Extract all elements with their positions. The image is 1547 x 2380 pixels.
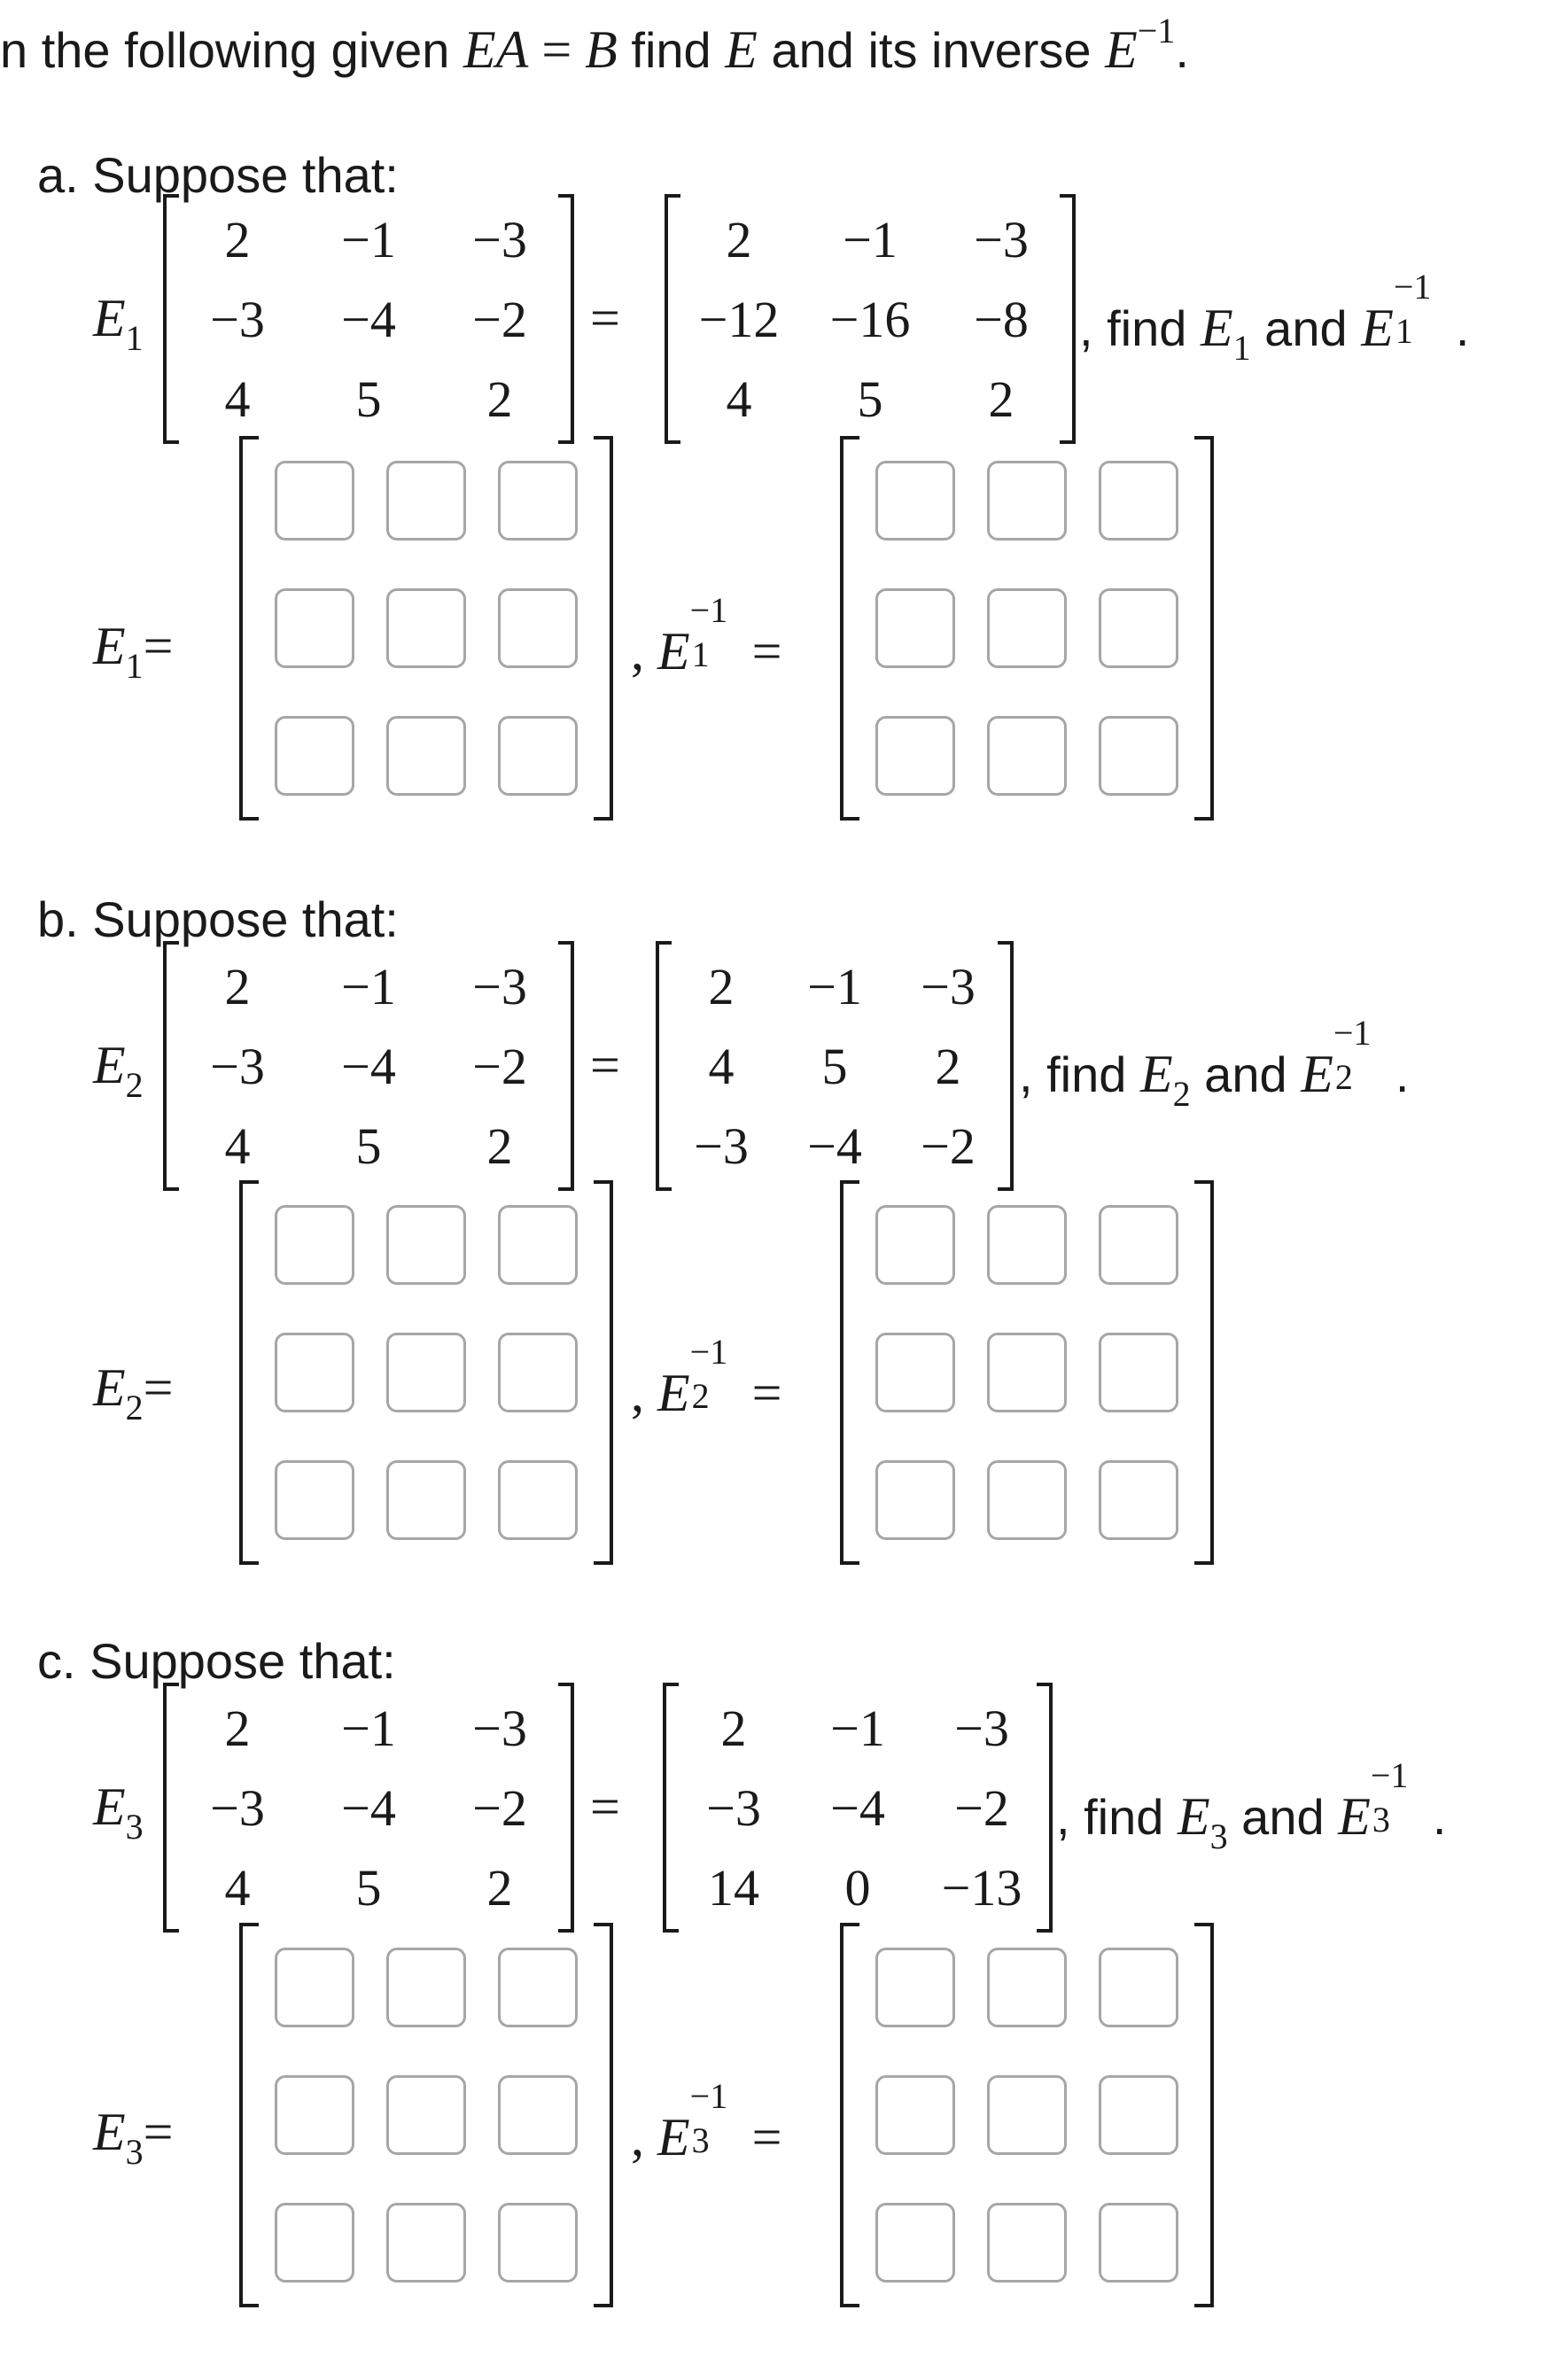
matrix-entry-input[interactable]	[275, 1205, 354, 1285]
bracket-left	[239, 436, 259, 821]
matrix-entry-input[interactable]	[386, 1460, 466, 1540]
section-c-answer-E-label: $E_3=$	[93, 2103, 174, 2172]
bracket-left	[239, 1923, 259, 2307]
matrix-entry-input[interactable]	[987, 461, 1067, 541]
matrix-entry-input[interactable]	[386, 1948, 466, 2027]
matrix-entry-input[interactable]	[1099, 1333, 1178, 1412]
bracket-left	[665, 194, 680, 444]
matrix-entry-input[interactable]	[1099, 2075, 1178, 2155]
matrix-cell: 2	[726, 210, 752, 268]
matrix-cell: 2	[720, 1699, 747, 1757]
bracket-left	[663, 1683, 679, 1933]
intro-superscript: −1	[1137, 11, 1176, 51]
matrix-cell: −3	[694, 1116, 749, 1175]
matrix-entry-input[interactable]	[1099, 588, 1178, 668]
bracket-right	[558, 1683, 574, 1933]
matrix-entry-input[interactable]	[498, 1333, 578, 1412]
matrix-entry-input[interactable]	[275, 2075, 354, 2155]
bracket-left	[656, 941, 672, 1191]
matrix-entry-input[interactable]	[875, 1205, 955, 1285]
matrix-entry-input[interactable]	[987, 716, 1067, 796]
matrix-cell: −3	[706, 1778, 761, 1837]
matrix-entry-input[interactable]	[987, 1948, 1067, 2027]
matrix-cell: 5	[355, 369, 382, 428]
matrix-entry-input[interactable]	[987, 1333, 1067, 1412]
matrix-entry-input[interactable]	[1099, 1460, 1178, 1540]
section-c-equals: =	[590, 1777, 620, 1836]
matrix-cell: −1	[341, 1699, 396, 1757]
matrix-cell: −1	[341, 957, 396, 1015]
section-b-heading: b. Suppose that:	[37, 891, 399, 947]
matrix-entry-input[interactable]	[875, 1333, 955, 1412]
matrix-entry-input[interactable]	[875, 716, 955, 796]
intro-period: .	[1175, 22, 1189, 78]
matrix-cell: −2	[472, 1778, 527, 1837]
section-a-equals: =	[590, 289, 620, 347]
matrix-cell: 4	[224, 1116, 251, 1175]
bracket-left	[239, 1180, 259, 1565]
matrix-entry-input[interactable]	[987, 588, 1067, 668]
bracket-left	[163, 1683, 179, 1933]
section-b-E-label: $E_2$	[93, 1036, 144, 1105]
matrix-entry-input[interactable]	[875, 2203, 955, 2283]
matrix-cell: −2	[472, 1037, 527, 1095]
bracket-left	[163, 194, 179, 444]
matrix-entry-input[interactable]	[275, 1948, 354, 2027]
matrix-cell: −2	[921, 1116, 976, 1175]
matrix-entry-input[interactable]	[386, 588, 466, 668]
bracket-right	[1037, 1683, 1053, 1933]
matrix-entry-input[interactable]	[1099, 716, 1178, 796]
matrix-entry-input[interactable]	[1099, 1205, 1178, 1285]
section-b-answer-inverse-label: , E −1 2 =	[631, 1332, 782, 1422]
section-b-answer-E-label: $E_2=$	[93, 1358, 174, 1427]
bracket-left	[163, 941, 179, 1191]
problem-statement	[0, 11, 1189, 81]
matrix-entry-input[interactable]	[498, 588, 578, 668]
bracket-right	[1194, 1180, 1214, 1565]
matrix-cell: −4	[341, 1778, 396, 1837]
bracket-right	[558, 941, 574, 1191]
section-a-find-text: , find $E_1$ and E −1 1 .	[1079, 267, 1470, 368]
matrix-cell: 2	[224, 1699, 251, 1757]
intro-E: E	[725, 20, 758, 79]
section-b-find-text: , find $E_2$ and E −1 2 .	[1019, 1013, 1410, 1114]
section-a-matrix-B	[673, 199, 1067, 439]
matrix-entry-input[interactable]	[275, 716, 354, 796]
matrix-entry-input[interactable]	[498, 2075, 578, 2155]
matrix-entry-input[interactable]	[275, 588, 354, 668]
matrix-entry-input[interactable]	[1099, 2203, 1178, 2283]
matrix-cell: −3	[954, 1699, 1009, 1757]
intro-text-inverse: and its inverse	[757, 22, 1106, 78]
section-a-E-label: $E_1$	[93, 289, 144, 358]
matrix-entry-input[interactable]	[498, 1948, 578, 2027]
matrix-entry-input[interactable]	[386, 2203, 466, 2283]
bracket-right	[1194, 436, 1214, 821]
matrix-entry-input[interactable]	[275, 1333, 354, 1412]
matrix-cell: −4	[807, 1116, 862, 1175]
matrix-cell: −3	[210, 1037, 265, 1095]
section-b-E-input-matrix	[275, 1205, 578, 1540]
matrix-entry-input[interactable]	[987, 2075, 1067, 2155]
bracket-right	[594, 436, 613, 821]
intro-B: B	[585, 20, 618, 79]
matrix-cell: −3	[210, 1778, 265, 1837]
matrix-cell: −4	[341, 290, 396, 348]
matrix-entry-input[interactable]	[498, 1460, 578, 1540]
matrix-cell: −2	[954, 1778, 1009, 1837]
matrix-cell: −3	[472, 957, 527, 1015]
matrix-entry-input[interactable]	[875, 2075, 955, 2155]
matrix-cell: −16	[829, 290, 911, 348]
matrix-cell: 4	[726, 369, 752, 428]
matrix-cell: 2	[486, 1116, 513, 1175]
matrix-cell: −13	[941, 1858, 1022, 1917]
section-a-answer-E-label: $E_1=$	[93, 617, 174, 686]
matrix-cell: 2	[486, 1858, 513, 1917]
matrix-cell: −3	[921, 957, 976, 1015]
section-c-E-inverse-input-matrix	[875, 1948, 1178, 2283]
matrix-cell: −1	[341, 210, 396, 268]
matrix-entry-input[interactable]	[498, 716, 578, 796]
matrix-cell: 5	[857, 369, 883, 428]
bracket-right	[594, 1180, 613, 1565]
matrix-cell: 4	[708, 1037, 735, 1095]
section-b-equals: =	[590, 1036, 620, 1094]
section-a-E-input-matrix	[275, 461, 578, 796]
matrix-cell: 0	[844, 1858, 871, 1917]
matrix-cell: 4	[224, 1858, 251, 1917]
matrix-cell: 5	[355, 1116, 382, 1175]
matrix-cell: −1	[830, 1699, 885, 1757]
matrix-cell: 2	[935, 1037, 961, 1095]
matrix-cell: −3	[472, 210, 527, 268]
section-c-E-input-matrix	[275, 1948, 578, 2283]
bracket-right	[1194, 1923, 1214, 2307]
section-c-answer-inverse-label: , E −1 3 =	[631, 2076, 782, 2166]
intro-text-find: find	[617, 22, 726, 78]
section-b-E-inverse-input-matrix	[875, 1205, 1178, 1540]
bracket-right	[594, 1923, 613, 2307]
section-c-find-text: , find $E_3$ and E −1 3 .	[1056, 1755, 1447, 1856]
matrix-entry-input[interactable]	[1099, 1948, 1178, 2027]
matrix-cell: 2	[988, 369, 1014, 428]
section-c-matrix-A	[172, 1688, 565, 1927]
matrix-cell: −3	[472, 1699, 527, 1757]
matrix-entry-input[interactable]	[875, 588, 955, 668]
matrix-cell: −4	[830, 1778, 885, 1837]
matrix-cell: 5	[355, 1858, 382, 1917]
section-a-answer-inverse-label: , E −1 1 =	[631, 590, 782, 681]
matrix-cell: 2	[224, 957, 251, 1015]
matrix-cell: −4	[341, 1037, 396, 1095]
matrix-entry-input[interactable]	[987, 1205, 1067, 1285]
matrix-cell: −1	[807, 957, 862, 1015]
intro-text: n the following given	[0, 22, 464, 78]
matrix-entry-input[interactable]	[875, 461, 955, 541]
matrix-cell: 2	[224, 210, 251, 268]
matrix-cell: 2	[486, 369, 513, 428]
bracket-left	[840, 1923, 859, 2307]
matrix-entry-input[interactable]	[386, 1333, 466, 1412]
section-a-matrix-A	[172, 199, 565, 439]
matrix-cell: −3	[210, 290, 265, 348]
matrix-entry-input[interactable]	[498, 2203, 578, 2283]
bracket-right	[1060, 194, 1076, 444]
matrix-entry-input[interactable]	[1099, 461, 1178, 541]
matrix-entry-input[interactable]	[386, 2075, 466, 2155]
matrix-cell: −12	[698, 290, 780, 348]
intro-EA: EA	[463, 20, 529, 79]
matrix-cell: 14	[708, 1858, 759, 1917]
bracket-right	[558, 194, 574, 444]
matrix-cell: −1	[843, 210, 898, 268]
bracket-left	[840, 1180, 859, 1565]
section-c-E-label: $E_3$	[93, 1777, 144, 1847]
matrix-entry-input[interactable]	[386, 461, 466, 541]
section-a-heading: a. Suppose that:	[37, 147, 399, 203]
matrix-entry-input[interactable]	[987, 2203, 1067, 2283]
matrix-cell: −8	[974, 290, 1029, 348]
bracket-left	[840, 436, 859, 821]
matrix-entry-input[interactable]	[875, 1948, 955, 2027]
matrix-entry-input[interactable]	[875, 1460, 955, 1540]
matrix-cell: 4	[224, 369, 251, 428]
matrix-cell: −3	[974, 210, 1029, 268]
matrix-entry-input[interactable]	[386, 716, 466, 796]
matrix-entry-input[interactable]	[498, 1205, 578, 1285]
section-a-E-inverse-input-matrix	[875, 461, 1178, 796]
matrix-entry-input[interactable]	[275, 1460, 354, 1540]
bracket-right	[998, 941, 1014, 1191]
intro-E-inverse: E	[1105, 20, 1138, 79]
matrix-entry-input[interactable]	[386, 1205, 466, 1285]
section-b-matrix-A	[172, 946, 565, 1186]
matrix-cell: 2	[708, 957, 735, 1015]
section-c-matrix-B	[672, 1688, 1044, 1927]
matrix-entry-input[interactable]	[987, 1460, 1067, 1540]
section-c-heading: c. Suppose that:	[37, 1633, 396, 1689]
matrix-entry-input[interactable]	[498, 461, 578, 541]
section-b-matrix-B	[665, 946, 1005, 1186]
matrix-cell: 5	[821, 1037, 848, 1095]
matrix-cell: −2	[472, 290, 527, 348]
intro-equals: =	[528, 20, 586, 79]
matrix-entry-input[interactable]	[275, 461, 354, 541]
matrix-entry-input[interactable]	[275, 2203, 354, 2283]
